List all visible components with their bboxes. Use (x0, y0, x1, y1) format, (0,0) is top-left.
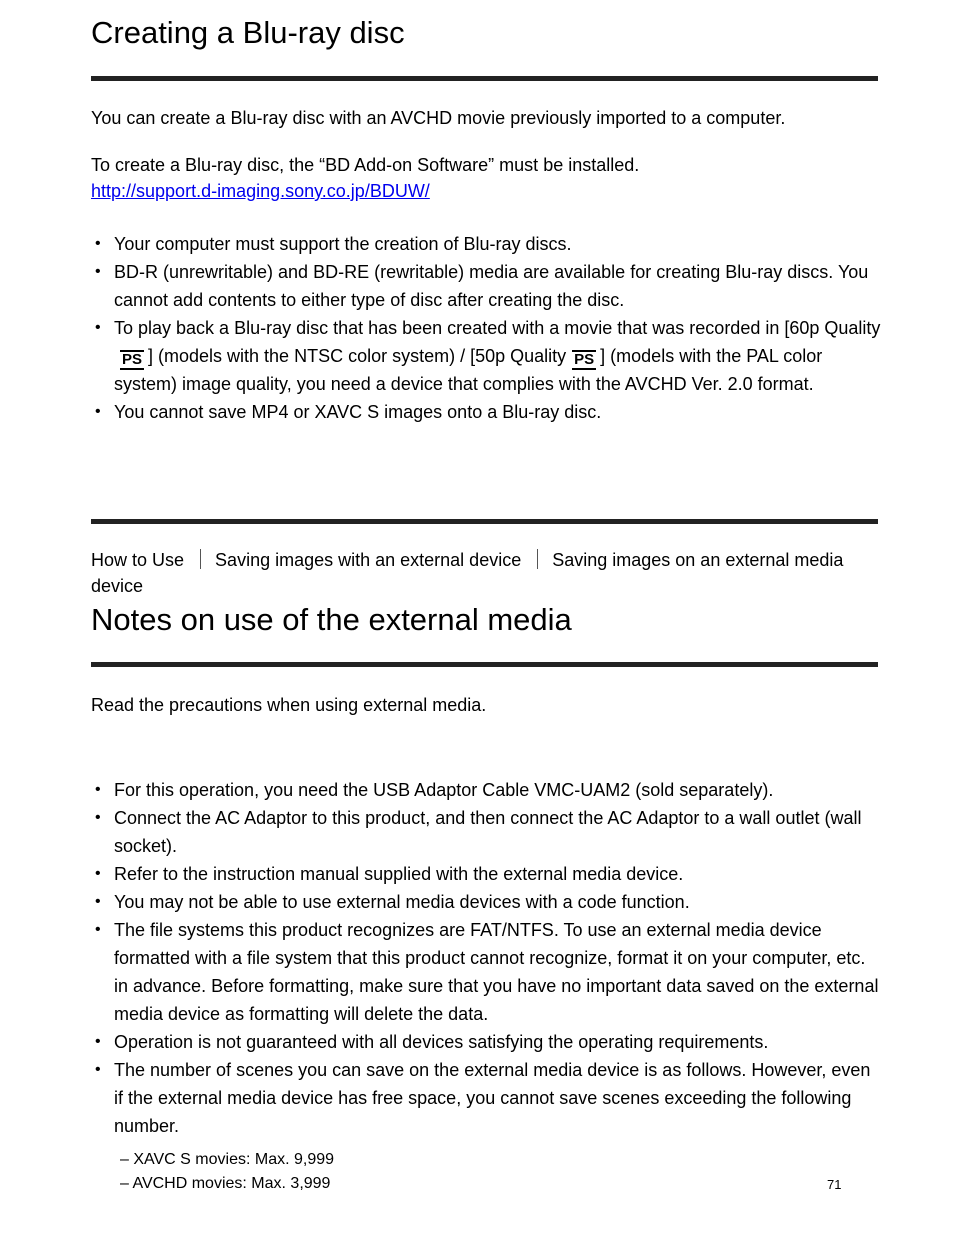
list-item: • BD-R (unrewritable) and BD-RE (rewritable) media are available for creating Blu-ray discs. You cannot add contents to either type of disc after creating the disc. (91, 258, 881, 314)
list-item: – XAVC S movies: Max. 9,999 (120, 1151, 335, 1168)
software-note: To create a Blu-ray disc, the “BD Add-on Software” must be installed. (91, 155, 640, 175)
page-number: 71 (827, 1177, 842, 1192)
list-item: • Operation is not guaranteed with all devices satisfying the operating requirements. (91, 1028, 881, 1056)
section-title: Notes on use of the external media (91, 602, 572, 637)
breadcrumb-saving-media-device[interactable]: Saving images on an external media device (91, 550, 844, 596)
breadcrumb-saving-external[interactable]: Saving images with an external device (215, 550, 522, 570)
requirements-list (91, 230, 881, 426)
title-rule (91, 662, 878, 667)
list-item: • You may not be able to use external media devices with a code function. (91, 888, 881, 916)
list-item: • Your computer must support the creation of Blu-ray discs. (91, 230, 881, 258)
page-title: Creating a Blu-ray disc (91, 15, 405, 50)
list-item: • For this operation, you need the USB Adaptor Cable VMC-UAM2 (sold separately). (91, 776, 881, 804)
list-item-text: ] (models with the NTSC color system) / [50p Quality (148, 346, 567, 366)
support-link[interactable]: http://support.d-imaging.sony.co.jp/BDUW/ (91, 181, 430, 201)
list-item: • The file systems this product recognizes are FAT/NTFS. To use an external media device formatted with a file system that this product cannot recognize, format it on your computer, etc. in advance. Before formatting, make sure that you have no important data saved on the external media device as formatting will delete the data. (91, 916, 881, 1028)
title-rule (91, 76, 878, 81)
breadcrumb-how-to-use[interactable]: How to Use (91, 550, 185, 570)
ps-quality-icon: PS (122, 351, 143, 368)
list-item: • You cannot save MP4 or XAVC S images onto a Blu-ray disc. (91, 398, 881, 426)
list-item (91, 314, 881, 398)
limits-list (120, 1148, 334, 1196)
list-item: • Connect the AC Adaptor to this product, and then connect the AC Adaptor to a wall outlet (wall socket). (91, 804, 881, 860)
intro-text: You can create a Blu-ray disc with an AVCHD movie previously imported to a computer. (91, 108, 786, 128)
breadcrumb (91, 547, 891, 599)
breadcrumb-separator (200, 549, 201, 569)
list-item: – AVCHD movies: Max. 3,999 (120, 1175, 331, 1192)
list-item: • Refer to the instruction manual supplied with the external media device. (91, 860, 881, 888)
list-item-text: To play back a Blu-ray disc that has been created with a movie that was recorded in [60p Quality (114, 318, 881, 338)
list-item: • The number of scenes you can save on the external media device is as follows. However, even if the external media device has free space, you cannot save scenes exceeding the following number. (91, 1056, 881, 1140)
list-item-text: ] (models with the PAL color system) image quality, you need a device that complies with the AVCHD Ver. 2.0 format. (114, 346, 823, 394)
ps-quality-icon: PS (574, 351, 595, 368)
precautions-intro: Read the precautions when using external media. (91, 695, 487, 715)
section-divider (91, 519, 878, 524)
precautions-list (91, 776, 881, 1140)
breadcrumb-separator (537, 549, 538, 569)
